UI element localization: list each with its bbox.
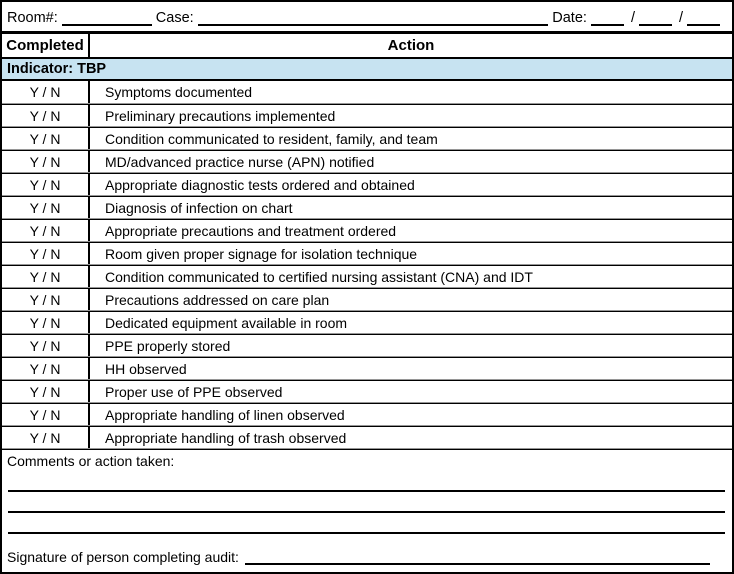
yn-cell[interactable]: Y / N <box>2 105 90 126</box>
table-row <box>2 127 732 150</box>
yn-cell[interactable]: Y / N <box>2 81 90 103</box>
yn-cell[interactable]: Y / N <box>2 404 90 425</box>
signature-input[interactable] <box>245 548 710 565</box>
date-separator: / <box>630 9 635 26</box>
indicator-row: Indicator: TBP <box>2 59 732 81</box>
table-row <box>2 288 732 311</box>
table-row <box>2 403 732 426</box>
table-row <box>2 196 732 219</box>
room-input[interactable] <box>62 9 152 26</box>
comment-line-3[interactable] <box>8 513 725 534</box>
date-separator: / <box>678 9 683 26</box>
yn-cell[interactable]: Y / N <box>2 243 90 264</box>
table-row <box>2 104 732 127</box>
action-cell: Appropriate handling of linen observed <box>105 406 345 423</box>
table-row <box>2 265 732 288</box>
column-header-action: Action <box>387 37 435 54</box>
action-cell: Preliminary precautions implemented <box>105 107 336 124</box>
yn-cell[interactable]: Y / N <box>2 289 90 310</box>
table-row <box>2 219 732 242</box>
comments-label: Comments or action taken: <box>7 453 175 469</box>
action-cell: Appropriate diagnostic tests ordered and obtained <box>105 176 415 193</box>
yn-cell[interactable]: Y / N <box>2 427 90 448</box>
room-label: Room#: <box>7 9 58 26</box>
column-header-completed: Completed <box>2 34 90 57</box>
action-cell: Room given proper signage for isolation technique <box>105 245 418 262</box>
action-cell: Proper use of PPE observed <box>105 383 283 400</box>
table-header-row <box>2 34 732 59</box>
form-header <box>2 2 732 34</box>
yn-cell[interactable]: Y / N <box>2 266 90 287</box>
action-cell: MD/advanced practice nurse (APN) notified <box>105 153 375 170</box>
yn-cell[interactable]: Y / N <box>2 197 90 218</box>
table-row <box>2 81 732 104</box>
action-cell: Diagnosis of infection on chart <box>105 199 293 216</box>
table-row <box>2 334 732 357</box>
action-cell: Appropriate handling of trash observed <box>105 429 347 446</box>
action-cell: HH observed <box>105 360 187 377</box>
action-cell: Symptoms documented <box>105 84 253 100</box>
action-cell: Precautions addressed on care plan <box>105 291 330 308</box>
date-label: Date: <box>552 9 587 26</box>
action-cell: Condition communicated to resident, family, and team <box>105 130 438 147</box>
yn-cell[interactable]: Y / N <box>2 381 90 402</box>
yn-cell[interactable]: Y / N <box>2 151 90 172</box>
yn-cell[interactable]: Y / N <box>2 174 90 195</box>
action-cell: Condition communicated to certified nursing assistant (CNA) and IDT <box>105 268 533 285</box>
table-row <box>2 426 732 449</box>
action-cell: Dedicated equipment available in room <box>105 314 348 331</box>
signature-row <box>7 534 726 566</box>
signature-label: Signature of person completing audit: <box>7 549 239 565</box>
table-row <box>2 150 732 173</box>
yn-cell[interactable]: Y / N <box>2 128 90 149</box>
yn-cell[interactable]: Y / N <box>2 220 90 241</box>
table-row <box>2 173 732 196</box>
action-cell: PPE properly stored <box>105 337 231 354</box>
case-label: Case: <box>155 9 194 26</box>
table-row <box>2 242 732 265</box>
table-body <box>2 81 732 449</box>
yn-cell[interactable]: Y / N <box>2 335 90 356</box>
case-input[interactable] <box>198 9 549 26</box>
comments-section <box>2 449 732 572</box>
action-cell: Appropriate precautions and treatment ordered <box>105 222 397 239</box>
yn-cell[interactable]: Y / N <box>2 312 90 333</box>
date-year-input[interactable] <box>687 9 720 26</box>
table-row <box>2 380 732 403</box>
date-day-input[interactable] <box>639 9 672 26</box>
table-row <box>2 357 732 380</box>
yn-cell[interactable]: Y / N <box>2 358 90 379</box>
comment-line-1[interactable] <box>8 471 725 492</box>
comment-line-2[interactable] <box>8 492 725 513</box>
table-row <box>2 311 732 334</box>
date-month-input[interactable] <box>591 9 624 26</box>
